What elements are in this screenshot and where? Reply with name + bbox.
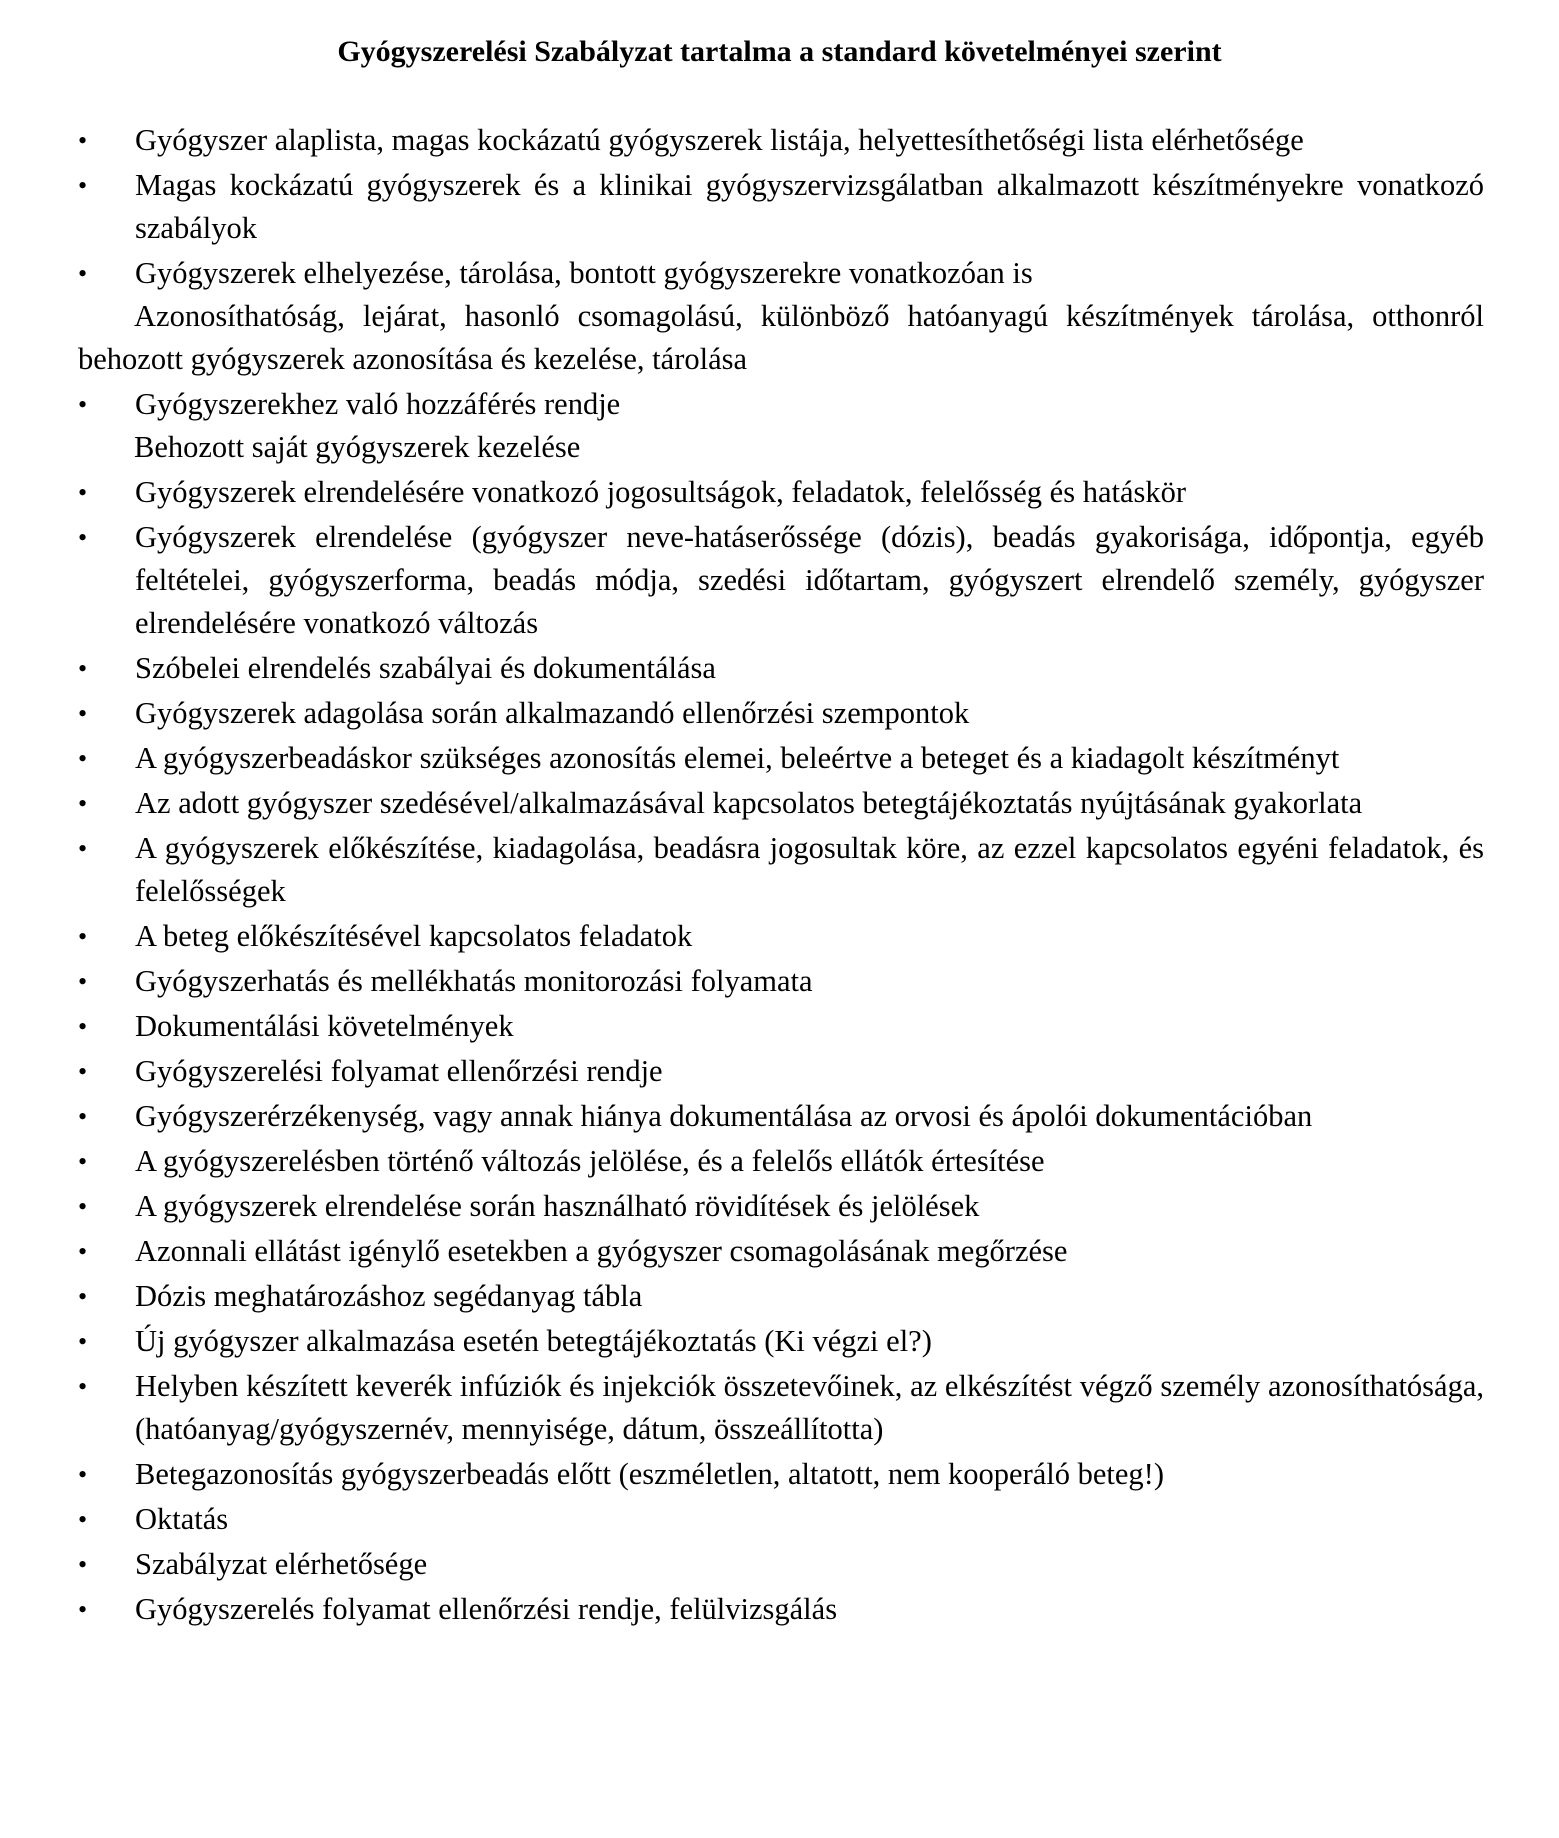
list-item-subtext: Azonosíthatóság, lejárat, hasonló csomagolású, különböző hatóanyagú készítmények tárolása, otthonról behozott gyógyszerek azonosítása és kezelése, tárolása [78, 299, 1484, 376]
list-item [78, 1185, 1484, 1228]
list-item-text: Az adott gyógyszer szedésével/alkalmazásával kapcsolatos betegtájékoztatás nyújtásának gyakorlata [135, 786, 1363, 820]
list-item [78, 1588, 1484, 1631]
list-item-text: Gyógyszerhatás és mellékhatás monitorozási folyamata [135, 964, 813, 998]
list-item-text: Szóbelei elrendelés szabályai és dokumentálása [135, 651, 716, 685]
list-item-text: Gyógyszerelés folyamat ellenőrzési rendje, felülvizsgálás [135, 1592, 838, 1626]
bullet-icon: • [78, 699, 88, 728]
list-item [78, 1230, 1484, 1273]
list-item [78, 1275, 1484, 1318]
list-item [78, 1543, 1484, 1586]
bullet-icon: • [78, 1237, 88, 1266]
list-item-text: Helyben készített keverék infúziók és injekciók összetevőinek, az elkészítést végző személy azonosíthatósága, (hatóanyag/gyógyszernév, mennyisége, dátum, összeállította) [135, 1369, 1484, 1446]
list-item-text: Szabályzat elérhetősége [135, 1547, 428, 1581]
bullet-icon: • [78, 834, 88, 863]
list-item [78, 782, 1484, 825]
bullet-icon: • [78, 1595, 88, 1624]
bullet-icon: • [78, 126, 88, 155]
list-item-text: Gyógyszerek elrendelésére vonatkozó jogosultságok, feladatok, felelősség és hatáskör [135, 475, 1187, 509]
bullet-icon: • [78, 789, 88, 818]
list-item [78, 692, 1484, 735]
list-item [78, 737, 1484, 780]
bullet-icon: • [78, 1550, 88, 1579]
bullet-icon: • [78, 1282, 88, 1311]
bullet-icon: • [78, 1192, 88, 1221]
bullet-icon: • [78, 744, 88, 773]
requirements-list [78, 119, 1484, 1631]
list-item-text: Új gyógyszer alkalmazása esetén betegtájékoztatás (Ki végzi el?) [135, 1324, 932, 1358]
list-item-text: Gyógyszerek adagolása során alkalmazandó ellenőrzési szempontok [135, 696, 970, 730]
list-item [78, 1005, 1484, 1048]
list-item [78, 827, 1484, 913]
bullet-icon: • [78, 1057, 88, 1086]
list-item-text: A gyógyszerbeadáskor szükséges azonosítás elemei, beleértve a beteget és a kiadagolt készítményt [135, 741, 1340, 775]
bullet-icon: • [78, 654, 88, 683]
list-item-text: Magas kockázatú gyógyszerek és a klinikai gyógyszervizsgálatban alkalmazott készítményekre vonatkozó szabályok [135, 168, 1484, 245]
list-item-text: A gyógyszerek előkészítése, kiadagolása, beadásra jogosultak köre, az ezzel kapcsolatos egyéni feladatok, és felelősségek [135, 831, 1484, 908]
list-item [78, 119, 1484, 162]
list-item [78, 1050, 1484, 1093]
bullet-icon: • [78, 259, 88, 288]
list-item [78, 1453, 1484, 1496]
bullet-icon: • [78, 478, 88, 507]
bullet-icon: • [78, 171, 88, 200]
bullet-icon: • [78, 1372, 88, 1401]
list-item [78, 647, 1484, 690]
list-item [78, 915, 1484, 958]
document-title: Gyógyszerelési Szabályzat tartalma a standard követelményei szerint [337, 35, 1222, 68]
list-item-text: Gyógyszerérzékenység, vagy annak hiánya dokumentálása az orvosi és ápolói dokumentációban [135, 1099, 1313, 1133]
list-item [78, 1095, 1484, 1138]
list-item [78, 1320, 1484, 1363]
list-item [78, 252, 1484, 381]
list-item [78, 164, 1484, 250]
bullet-icon: • [78, 1460, 88, 1489]
list-item-text: Gyógyszerelési folyamat ellenőrzési rendje [135, 1054, 663, 1088]
list-item [78, 1498, 1484, 1541]
list-item-text: Gyógyszerekhez való hozzáférés rendje [135, 387, 621, 421]
list-item-text: Betegazonosítás gyógyszerbeadás előtt (eszméletlen, altatott, nem kooperáló beteg!) [135, 1457, 1164, 1491]
list-item [78, 1365, 1484, 1451]
list-item-text: Gyógyszerek elhelyezése, tárolása, bontott gyógyszerekre vonatkozóan is [135, 256, 1033, 290]
list-item-text: Dokumentálási követelmények [135, 1009, 514, 1043]
bullet-icon: • [78, 1505, 88, 1534]
list-item [78, 383, 1484, 469]
bullet-icon: • [78, 1102, 88, 1131]
list-item-text: Azonnali ellátást igénylő esetekben a gyógyszer csomagolásának megőrzése [135, 1234, 1068, 1268]
list-item-text: Oktatás [135, 1502, 229, 1536]
bullet-icon: • [78, 1147, 88, 1176]
list-item-text: Dózis meghatározáshoz segédanyag tábla [135, 1279, 643, 1313]
list-item-text: Gyógyszer alaplista, magas kockázatú gyógyszerek listája, helyettesíthetőségi lista elérhetősége [135, 123, 1304, 157]
list-item-subtext: Behozott saját gyógyszerek kezelése [134, 430, 581, 464]
list-item [78, 1140, 1484, 1183]
list-item [78, 516, 1484, 645]
list-item [78, 471, 1484, 514]
list-item [78, 960, 1484, 1003]
list-item-text: A gyógyszerelésben történő változás jelölése, és a felelős ellátók értesítése [135, 1144, 1045, 1178]
bullet-icon: • [78, 922, 88, 951]
bullet-icon: • [78, 1012, 88, 1041]
list-item-text: A beteg előkészítésével kapcsolatos feladatok [135, 919, 693, 953]
bullet-icon: • [78, 1327, 88, 1356]
list-item-text: Gyógyszerek elrendelése (gyógyszer neve-hatáserőssége (dózis), beadás gyakorisága, időpontja, egyéb feltételei, gyógyszerforma, beadás módja, szedési időtartam, gyógyszert elrendelő személy, gyógyszer elrendelésére vonatkozó változás [135, 520, 1484, 640]
bullet-icon: • [78, 390, 88, 419]
list-item-text: A gyógyszerek elrendelése során használható rövidítések és jelölések [135, 1189, 980, 1223]
bullet-icon: • [78, 523, 88, 552]
bullet-icon: • [78, 967, 88, 996]
